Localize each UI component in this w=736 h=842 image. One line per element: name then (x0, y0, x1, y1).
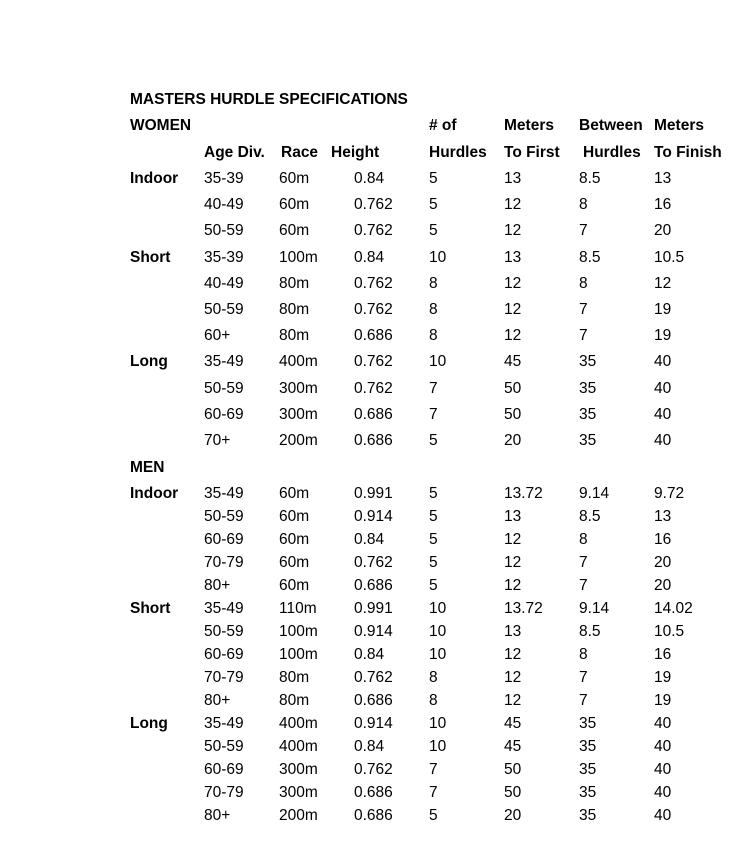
cell-age-division: 70-79 (204, 554, 244, 571)
cell-race: 200m (279, 807, 318, 824)
cell-meters-between: 9.14 (579, 600, 610, 617)
cell-meters-to-finish: 14.02 (654, 600, 693, 617)
section-label-men: MEN (130, 459, 165, 476)
cell-race: 100m (279, 623, 318, 640)
cell-age-division: 70+ (204, 432, 231, 449)
group-label-short: Short (130, 600, 171, 617)
group-label-indoor: Indoor (130, 170, 179, 187)
cell-meters-between: 35 (579, 761, 597, 778)
cell-meters-between: 8 (579, 531, 588, 548)
cell-meters-to-finish: 13 (654, 508, 672, 525)
cell-age-division: 50-59 (204, 301, 244, 318)
cell-height: 0.762 (354, 761, 393, 778)
cell-race: 60m (279, 554, 310, 571)
cell-height: 0.914 (354, 715, 393, 732)
cell-age-division: 60-69 (204, 405, 244, 423)
header-race: Race (281, 144, 319, 161)
cell-race: 60m (279, 196, 310, 214)
cell-age-division: 40-49 (204, 274, 244, 292)
cell-hurdle-count: 5 (429, 485, 438, 502)
cell-age-division: 35-39 (204, 248, 244, 266)
cell-age-division: 35-49 (204, 485, 244, 502)
cell-age-division: 60-69 (204, 761, 244, 778)
cell-age-division: 60+ (204, 327, 231, 345)
cell-meters-between: 8.5 (579, 508, 601, 525)
cell-height: 0.991 (354, 485, 393, 502)
cell-meters-between: 8 (579, 274, 588, 292)
cell-race: 110m (279, 600, 317, 617)
cell-age-division: 50-59 (204, 222, 244, 240)
cell-hurdle-count: 10 (429, 738, 447, 755)
cell-hurdle-count: 7 (429, 784, 438, 801)
cell-meters-to-finish: 19 (654, 669, 672, 686)
cell-age-division: 35-49 (204, 600, 244, 617)
cell-hurdle-count: 8 (429, 327, 438, 345)
cell-meters-to-finish: 13 (654, 170, 672, 187)
cell-age-division: 80+ (204, 807, 231, 824)
cell-height: 0.686 (354, 807, 393, 824)
cell-height: 0.686 (354, 692, 393, 709)
cell-age-division: 50-59 (204, 379, 244, 397)
cell-age-division: 40-49 (204, 196, 244, 214)
cell-meters-to-finish: 10.5 (654, 248, 685, 266)
cell-hurdle-count: 7 (429, 761, 438, 778)
cell-hurdle-count: 5 (429, 508, 438, 525)
cell-hurdle-count: 5 (429, 196, 438, 214)
cell-meters-to-finish: 19 (654, 692, 672, 709)
cell-meters-between: 7 (579, 692, 588, 709)
cell-hurdle-count: 5 (429, 807, 438, 824)
header-between-bottom: Hurdles (583, 144, 641, 161)
cell-height: 0.914 (354, 623, 393, 640)
group-label-indoor: Indoor (130, 485, 179, 502)
cell-height: 0.84 (354, 646, 385, 663)
header-to-finish-bottom: To Finish (654, 144, 722, 161)
cell-race: 60m (279, 508, 310, 525)
cell-meters-between: 7 (579, 301, 588, 318)
section-label-women: WOMEN (130, 117, 192, 134)
cell-race: 100m (279, 248, 318, 266)
cell-meters-between: 35 (579, 379, 597, 397)
header-hurdles-top: # of (429, 117, 457, 134)
cell-race: 300m (279, 761, 318, 778)
cell-race: 80m (279, 274, 310, 292)
cell-meters-to-finish: 19 (654, 327, 672, 345)
cell-meters-to-first: 50 (504, 761, 522, 778)
cell-meters-between: 7 (579, 669, 588, 686)
cell-age-division: 50-59 (204, 623, 244, 640)
cell-race: 300m (279, 784, 318, 801)
cell-hurdle-count: 8 (429, 692, 438, 709)
cell-age-division: 80+ (204, 692, 231, 709)
cell-meters-to-first: 13 (504, 623, 522, 640)
cell-meters-to-finish: 9.72 (654, 485, 685, 502)
cell-meters-to-finish: 16 (654, 531, 672, 548)
cell-height: 0.762 (354, 222, 393, 240)
cell-hurdle-count: 7 (429, 405, 438, 423)
cell-hurdle-count: 5 (429, 432, 438, 449)
cell-race: 80m (279, 692, 310, 709)
cell-meters-to-first: 12 (504, 554, 522, 571)
cell-meters-between: 8.5 (579, 623, 601, 640)
cell-meters-between: 35 (579, 353, 597, 371)
cell-hurdle-count: 10 (429, 715, 447, 732)
cell-hurdle-count: 7 (429, 379, 438, 397)
cell-height: 0.686 (354, 577, 393, 594)
cell-race: 60m (279, 531, 310, 548)
cell-meters-to-first: 12 (504, 196, 522, 214)
cell-height: 0.762 (354, 669, 393, 686)
cell-race: 60m (279, 485, 310, 502)
cell-height: 0.762 (354, 301, 393, 318)
cell-hurdle-count: 10 (429, 623, 447, 640)
cell-meters-to-finish: 20 (654, 577, 672, 594)
cell-meters-to-first: 13 (504, 248, 522, 266)
cell-meters-to-first: 13 (504, 170, 522, 187)
cell-meters-between: 7 (579, 554, 588, 571)
cell-height: 0.762 (354, 353, 393, 371)
cell-height: 0.762 (354, 196, 393, 214)
cell-race: 80m (279, 301, 310, 318)
cell-meters-to-first: 50 (504, 784, 522, 801)
cell-hurdle-count: 5 (429, 554, 438, 571)
cell-meters-to-first: 13.72 (504, 485, 543, 502)
cell-age-division: 35-39 (204, 170, 244, 187)
cell-meters-to-first: 12 (504, 327, 522, 345)
cell-height: 0.686 (354, 432, 393, 449)
cell-meters-to-finish: 40 (654, 807, 672, 824)
cell-meters-to-finish: 40 (654, 738, 672, 755)
group-label-long: Long (130, 353, 168, 371)
cell-meters-between: 35 (579, 432, 597, 449)
cell-meters-between: 35 (579, 784, 597, 801)
cell-meters-to-first: 13 (504, 508, 522, 525)
cell-meters-between: 7 (579, 577, 588, 594)
cell-meters-to-finish: 16 (654, 646, 672, 663)
cell-height: 0.84 (354, 170, 385, 187)
cell-meters-to-finish: 40 (654, 432, 672, 449)
cell-age-division: 60-69 (204, 531, 244, 548)
cell-height: 0.762 (354, 274, 393, 292)
cell-height: 0.914 (354, 508, 393, 525)
cell-hurdle-count: 5 (429, 170, 438, 187)
cell-age-division: 60-69 (204, 646, 244, 663)
cell-meters-to-finish: 20 (654, 554, 672, 571)
header-to-finish-top: Meters (654, 117, 704, 134)
cell-hurdle-count: 8 (429, 274, 438, 292)
cell-hurdle-count: 8 (429, 669, 438, 686)
header-age-division: Age Div. (204, 144, 265, 161)
cell-meters-to-first: 12 (504, 669, 522, 686)
cell-meters-to-first: 50 (504, 379, 522, 397)
cell-height: 0.686 (354, 327, 393, 345)
cell-race: 60m (279, 222, 310, 240)
cell-height: 0.991 (354, 600, 393, 617)
cell-hurdle-count: 10 (429, 600, 447, 617)
cell-meters-to-finish: 12 (654, 274, 672, 292)
cell-height: 0.84 (354, 531, 385, 548)
cell-race: 400m (279, 715, 318, 732)
cell-meters-to-first: 20 (504, 432, 522, 449)
cell-meters-between: 8 (579, 646, 588, 663)
cell-meters-to-finish: 40 (654, 379, 672, 397)
group-label-short: Short (130, 248, 171, 266)
cell-meters-to-finish: 10.5 (654, 623, 685, 640)
cell-height: 0.686 (354, 405, 393, 423)
cell-meters-to-first: 20 (504, 807, 522, 824)
cell-meters-between: 8.5 (579, 248, 601, 266)
header-to-first-top: Meters (504, 117, 554, 134)
cell-meters-to-first: 12 (504, 692, 522, 709)
cell-race: 100m (279, 646, 318, 663)
cell-meters-between: 7 (579, 327, 588, 345)
cell-meters-to-first: 12 (504, 577, 522, 594)
cell-meters-to-first: 12 (504, 646, 522, 663)
cell-meters-to-first: 12 (504, 301, 522, 318)
cell-meters-to-finish: 40 (654, 353, 672, 371)
cell-meters-to-finish: 40 (654, 761, 672, 778)
cell-hurdle-count: 5 (429, 531, 438, 548)
cell-race: 400m (279, 738, 318, 755)
cell-meters-to-finish: 19 (654, 301, 672, 318)
group-label-long: Long (130, 715, 168, 732)
cell-meters-to-finish: 16 (654, 196, 672, 214)
cell-meters-between: 8.5 (579, 170, 601, 187)
cell-hurdle-count: 10 (429, 353, 447, 371)
cell-meters-to-finish: 20 (654, 222, 672, 240)
cell-race: 60m (279, 577, 310, 594)
cell-meters-to-first: 12 (504, 531, 522, 548)
cell-height: 0.686 (354, 784, 393, 801)
cell-race: 400m (279, 353, 318, 371)
cell-meters-to-first: 12 (504, 222, 522, 240)
cell-meters-between: 35 (579, 807, 597, 824)
cell-age-division: 70-79 (204, 669, 244, 686)
cell-meters-to-first: 45 (504, 715, 522, 732)
cell-meters-to-first: 12 (504, 274, 522, 292)
cell-age-division: 35-49 (204, 353, 244, 371)
cell-race: 200m (279, 432, 318, 449)
cell-meters-to-first: 45 (504, 353, 522, 371)
cell-meters-between: 7 (579, 222, 588, 240)
cell-meters-to-finish: 40 (654, 784, 672, 801)
cell-meters-to-first: 45 (504, 738, 522, 755)
cell-height: 0.762 (354, 379, 393, 397)
cell-hurdle-count: 10 (429, 646, 447, 663)
cell-race: 300m (279, 405, 318, 423)
cell-hurdle-count: 10 (429, 248, 447, 266)
cell-meters-to-finish: 40 (654, 715, 672, 732)
cell-meters-between: 35 (579, 715, 597, 732)
header-height: Height (331, 144, 380, 161)
cell-meters-to-first: 50 (504, 405, 522, 423)
cell-race: 80m (279, 327, 310, 345)
cell-meters-to-finish: 40 (654, 405, 672, 423)
cell-age-division: 50-59 (204, 508, 244, 525)
header-hurdles-bottom: Hurdles (429, 144, 487, 161)
cell-meters-between: 9.14 (579, 485, 610, 502)
cell-age-division: 50-59 (204, 738, 244, 755)
header-between-top: Between (579, 117, 643, 134)
cell-age-division: 35-49 (204, 715, 244, 732)
cell-race: 60m (279, 170, 310, 187)
cell-age-division: 80+ (204, 577, 231, 594)
cell-hurdle-count: 5 (429, 222, 438, 240)
cell-height: 0.84 (354, 248, 385, 266)
cell-meters-between: 35 (579, 405, 597, 423)
cell-race: 300m (279, 379, 318, 397)
cell-height: 0.84 (354, 738, 385, 755)
cell-meters-between: 8 (579, 196, 588, 214)
cell-height: 0.762 (354, 554, 393, 571)
cell-race: 80m (279, 669, 310, 686)
header-to-first-bottom: To First (504, 144, 560, 161)
document-title: MASTERS HURDLE SPECIFICATIONS (130, 91, 408, 108)
cell-meters-between: 35 (579, 738, 597, 755)
cell-meters-to-first: 13.72 (504, 600, 543, 617)
cell-hurdle-count: 8 (429, 301, 438, 318)
cell-age-division: 70-79 (204, 784, 244, 801)
cell-hurdle-count: 5 (429, 577, 438, 594)
